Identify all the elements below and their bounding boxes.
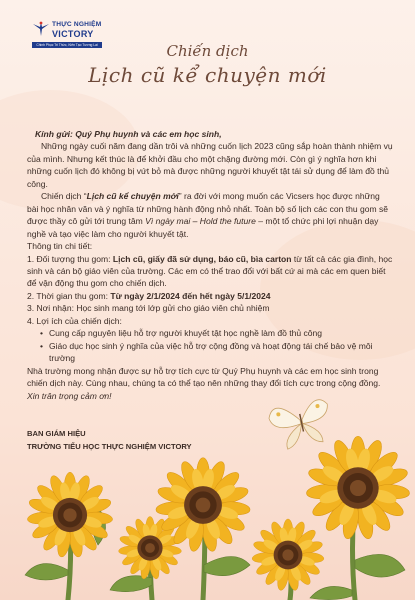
butterfly-icon	[267, 398, 334, 452]
thanks-line: Xin trân trọng cảm ơn!	[27, 390, 112, 401]
greeting: Kính gửi: Quý Phụ huynh và các em học sinh,	[35, 129, 222, 139]
benefit-list	[27, 327, 393, 364]
title-line1: Chiến dịch	[166, 42, 249, 60]
info-item-3: 3. Nơi nhận: Học sinh mang tới lớp gửi cho giáo viên chủ nhiệm	[27, 303, 270, 314]
sunflower-icon	[155, 458, 250, 553]
paragraph-campaign: Chiến dịch “Lịch cũ kể chuyện mới” ra đời với mong muốn các Vicsers học được những bài học nhân văn và ý nghĩa từ những hành động nhỏ nhất. Toàn bộ số lịch các con thu gom sẽ được thầy cô gửi tới trung tâm Vì ngày mai – Hold the future – một tổ chức phi lợi nhuận dạy nghề và tạo việc làm cho người khuyết tật.	[27, 191, 389, 239]
info-heading: Thông tin chi tiết:	[27, 241, 93, 252]
info-item-4: 4. Lợi ích của chiến dịch:	[27, 315, 122, 326]
sunflower-icon	[306, 436, 410, 540]
sunflower-icon	[118, 517, 182, 580]
title-line2: Lịch cũ kể chuyện mới	[88, 63, 327, 87]
letter-body	[27, 128, 393, 402]
paragraph-intro: Những ngày cuối năm đang dần trôi và những cuốn lịch 2023 cũng sắp hoàn thành nhiệm vụ của mình. Nhưng kết thúc là để khởi đầu cho một chặng đường mới. Còn gì ý nghĩa hơn khi những cuốn lịch đó không bị vứt bỏ mà được những người khuyết tật tái sử dụng để làm đồ thủ công.	[27, 141, 393, 189]
signature-line2: TRƯỜNG TIỂU HỌC THỰC NGHIỆM VICTORY	[27, 441, 192, 451]
logo-line2: VICTORY	[52, 29, 94, 39]
list-item: • Cung cấp nguyên liệu hỗ trợ người khuyết tật học nghề làm đồ thủ công	[41, 327, 393, 339]
info-item-2: 2. Thời gian thu gom: Từ ngày 2/1/2024 đến hết ngày 5/1/2024	[27, 290, 271, 301]
closing-paragraph: Nhà trường mong nhận được sự hỗ trợ tích cực từ Quý Phụ huynh và các em học sinh trong chiến dịch này. Cùng nhau, chúng ta có thể tạo nên những thay đổi tích cực trong cộng đồng.	[27, 365, 381, 389]
signature-line1: BAN GIÁM HIỆU	[27, 429, 86, 438]
logo-tagline: Chinh Phục Tri Thức, Kiến Tạo Tương Lai	[32, 42, 102, 48]
leaf-icon	[25, 510, 405, 600]
sunflower-icon	[27, 472, 113, 558]
list-item: • Giáo dục học sinh ý nghĩa của việc hỗ trợ cộng đồng và hoạt động tái chế bảo vệ môi trường	[41, 340, 393, 365]
logo-line1: THỰC NGHIỆM	[52, 21, 102, 28]
signature-block	[27, 428, 192, 453]
info-item-1: 1. Đối tượng thu gom: Lịch cũ, giấy đã sử dụng, báo cũ, bìa carton từ tất cả các gia đình, học sinh và cán bộ giáo viên của trường. Các em có thể trao đổi với bất cứ ai mà các em quen biết để vận động thu gom cho chiến dịch.	[27, 253, 393, 289]
sunflower-icon	[252, 519, 325, 591]
bird-logo-icon	[32, 20, 50, 38]
